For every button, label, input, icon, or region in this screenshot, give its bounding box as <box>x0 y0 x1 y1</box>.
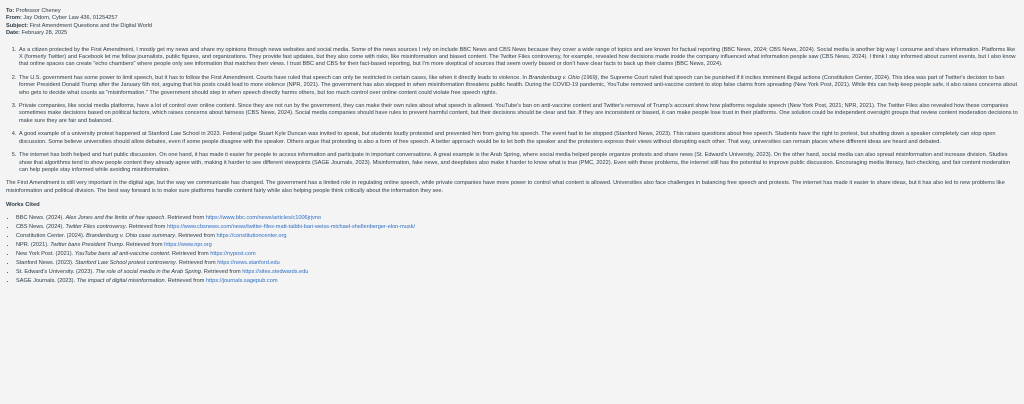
answers-list <box>6 47 1018 175</box>
answer-text: The U.S. government has some power to limit speech, but it has to follow the First Amendment. Courts have ruled that speech can only be restricted in certain cases, like when it directly leads to violence. In <box>19 74 529 81</box>
citation-title: Twitter bans President Trump <box>50 241 123 248</box>
citation-title: The role of social media in the Arab Spring <box>95 268 201 275</box>
answer-item-3 <box>18 103 1018 125</box>
answer-text: A good example of a university protest happened at Stanford Law School in 2023. Federal judge Stuart Kyle Duncan was invited to speak, but students loudly protested and prevented him from giving his speech. The event had to be stopped (Stanford News, 2023). This raises questions about free speech. Students have the right to protest, but shutting down a speaker completely can stop open discussion. Some believe universities should allow debates, even if some people disagree with the speaker. Others argue that protesting is also a form of free speech. A better approach would be to let both the speaker and the protesters express their views without disrupting each other. That way, universities can remain places where different ideas are heard and debated. <box>19 131 996 145</box>
citation-link[interactable]: https://www.npr.org <box>164 241 212 248</box>
citation-author: CBS News. (2024). <box>16 223 66 230</box>
citation-title: Twitter Files controversy <box>65 223 126 230</box>
citation-author: BBC News. (2024). <box>16 214 66 221</box>
answer-text: As a citizen protected by the First Amendment, I mostly get my news and share my opinions through news websites and social media. Some of the news sources I rely on include BBC News and CBS News because they cover a wide range of topics and are known for factual reporting (BBC News, 2024; CBS News, 2024). Social media is another big way I consume and share information. Platforms like X (formerly Twitter) and Facebook let me follow journalists, public figures, and organizations. They provide fast updates, but they also come with risks, like misinformation and biased content. The Twitter Files controversy, for example, revealed how decisions made inside the company influenced what information people saw (CBS News, 2024). I think I stay informed about current events, but I also know that online spaces can create "echo chambers" where people only see information that matches their views. I trust BBC and CBS for their fact-based reporting, but I'm more skeptical of sources that seem overly biased or don't have clear facts to back up their claims (BBC News, 2024). <box>19 46 1016 68</box>
works-cited-list <box>6 215 1018 285</box>
citation-title: YouTube bans all anti-vaccine content <box>74 250 169 257</box>
citation-author: Stanford News. (2023). <box>16 259 76 266</box>
memo-header <box>6 8 1018 38</box>
citation-item <box>16 215 1018 222</box>
date-value: February 28, 2025 <box>21 30 68 37</box>
citation-title: Stanford Law School protest controversy <box>75 259 176 266</box>
citation-item <box>16 242 1018 249</box>
from-label: From: <box>6 15 22 22</box>
citation-retrieved: . Retrieved from <box>122 241 165 248</box>
date-label: Date: <box>6 30 20 37</box>
citation-item <box>16 233 1018 240</box>
citation-item <box>16 224 1018 231</box>
answer-item-1 <box>18 47 1018 69</box>
subject-value: First Amendment Questions and the Digital World <box>29 22 153 29</box>
citation-link[interactable]: https://nypost.com <box>210 250 256 257</box>
answer-text: The internet has both helped and hurt public discussion. On one hand, it has made it easier for people to access information and participate in important conversations. A great example is the Arab Spring, where social media helped people organize protests and share news (St. Edward's University, 2023). On the other hand, social media can also spread misinformation and increase division. Studies show that algorithms tend to show people content they already agree with, making it harder to see different viewpoints (SAGE Journals, 2023). Misinformation, fake news, and deepfakes also make it harder to know what is true (PMC, 2022). Even with these problems, the internet still has the potential to improve public discussion. Encouraging media literacy, fact-checking, and fair content moderation can help people stay informed while avoiding misinformation. <box>19 152 1011 173</box>
citation-retrieved: . Retrieved from <box>175 232 217 239</box>
answer-text: Private companies, like social media platforms, have a lot of control over online content. Since they are not run by the government, they can make their own rules about what speech is allowed. YouTube's ban on anti-vaccine content and Twitter's removal of Trump's account show how platforms regulate speech (New York Post, 2021; NPR, 2021). The Twitter Files also revealed how these companies sometimes make decisions based on political factors, which raises concerns about fairness (CBS News, 2024). Social media companies should have rules to prevent harmful content, but their decisions should be clear and fair. If they are inconsistent or biased, it can make people lose trust in their platforms. One solution could be independent oversight groups that review content moderation decisions to make sure they are fair and balanced. <box>19 103 1018 124</box>
answer-text: , the Supreme Court ruled that speech can be punished if it incites imminent illegal actions (Constitution Center, 2024). This idea was part of Twitter's decision to ban former President Donald Trump after the January 6th riot, arguing that his posts could lead to more violence (NPR, 2021). The government has also stepped in when misinformation threatens public health. During the COVID-19 pandemic, YouTube removed anti-vaccine content to stop false claims from spreading (New York Post, 2021). While this can help keep people safe, it also raises concerns about who gets to decide what counts as "misinformation." The government should step in when speech directly harms others, but too much control over online content could violate free speech rights. <box>19 74 1018 96</box>
to-label: To: <box>6 8 15 14</box>
answer-item-5 <box>18 152 1018 174</box>
conclusion-paragraph: The First Amendment is still very important in the digital age, but the way we communicate has changed. The government has a limited role in regulating online speech, while private companies have more power to control what content is allowed. Universities also face challenges in balancing free speech and protests. The internet has made it easier to share ideas, but it has also led to new problems like misinformation and political division. The best way forward is to make sure platforms handle content fairly while also helping people think critically about the information they see. <box>6 180 1005 194</box>
citation-retrieved: . Retrieved from <box>164 214 206 221</box>
subject-line <box>6 23 1018 30</box>
citation-retrieved: . Retrieved from <box>200 268 243 275</box>
subject-label: Subject: <box>6 22 29 29</box>
works-cited-heading: Works Cited <box>6 202 40 209</box>
to-line <box>6 8 1018 15</box>
date-line <box>6 30 1018 37</box>
citation-title: Brandenburg v. Ohio case summary <box>85 232 176 239</box>
citation-item <box>16 260 1018 267</box>
answer-item-4 <box>18 131 1018 146</box>
citation-author: NPR. (2021). <box>16 241 51 248</box>
citation-title: The impact of digital misinformation <box>76 277 165 284</box>
answer-item-2 <box>18 75 1018 97</box>
citation-link[interactable]: https://sites.stedwards.edu <box>242 268 309 275</box>
citation-link[interactable]: https://constitutioncenter.org <box>216 232 287 239</box>
citation-link[interactable]: https://www.cbsnews.com/news/twitter-files-matt-taibbi-bari-weiss-michael-shellenberger-elon-musk/ <box>167 223 416 230</box>
to-value: Professor Cheney <box>15 8 61 14</box>
citation-item <box>16 278 1018 285</box>
from-line <box>6 15 1018 22</box>
case-name: Brandenburg v. Ohio (1969) <box>528 74 598 81</box>
citation-item <box>16 269 1018 276</box>
from-value: Jay Odom, Cyber Law 436, 01254257 <box>23 15 118 22</box>
citation-retrieved: . Retrieved from <box>164 277 206 284</box>
citation-item <box>16 251 1018 258</box>
citation-retrieved: . Retrieved from <box>175 259 218 266</box>
citation-link[interactable]: https://www.bbc.com/news/articles/c1006jrjvno <box>205 214 322 221</box>
citation-author: New York Post. (2021). <box>16 250 75 257</box>
citation-title: Alex Jones and the limits of free speech <box>65 214 165 221</box>
citation-retrieved: . Retrieved from <box>125 223 167 230</box>
citation-author: St. Edward's University. (2023). <box>16 268 96 275</box>
citation-retrieved: . Retrieved from <box>168 250 211 257</box>
citation-link[interactable]: https://news.stanford.edu <box>217 259 280 266</box>
citation-link[interactable]: https://journals.sagepub.com <box>205 277 278 284</box>
citation-author: Constitution Center. (2024). <box>16 232 86 239</box>
citation-author: SAGE Journals. (2023). <box>16 277 77 284</box>
